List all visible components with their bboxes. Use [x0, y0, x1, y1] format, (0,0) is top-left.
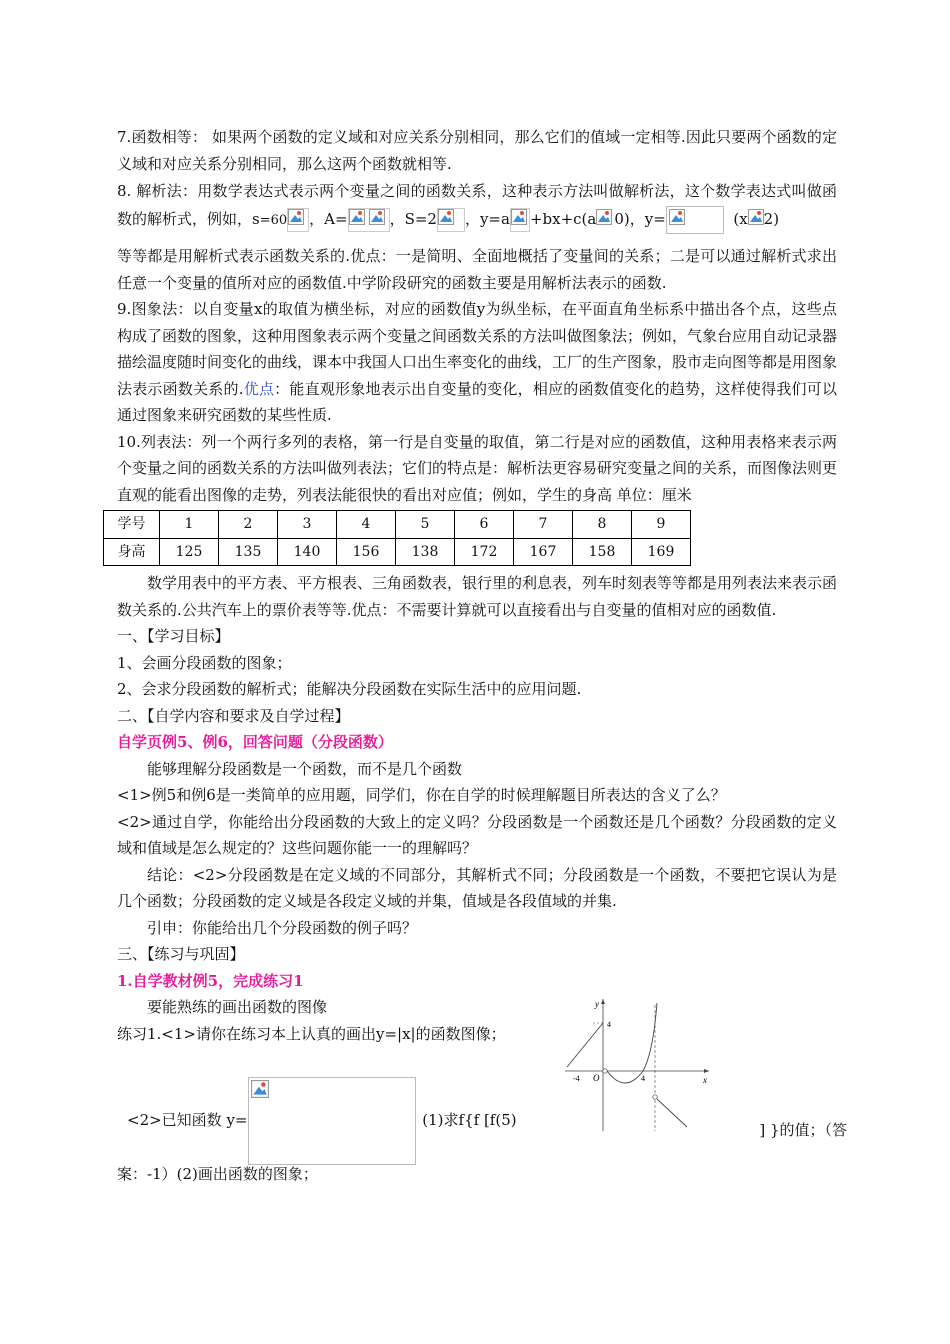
function-graph: [557, 995, 717, 1135]
formula-image-icon: [510, 208, 530, 232]
table-cell: 9: [632, 511, 691, 539]
table-row: [104, 511, 691, 539]
table-cell: 172: [455, 538, 514, 566]
extension: 引申：你能给出几个分段函数的例子吗？: [147, 918, 418, 937]
p8-sep2: ，y=a: [464, 210, 510, 228]
table-cell: 4: [337, 511, 396, 539]
graph-tick-x4: 4: [641, 1073, 645, 1083]
graph-right-segment: [657, 1099, 687, 1127]
paragraph-10: 10.列表法：列一个两行多列的表格，第一行是自变量的取值，第二行是对应的函数值，这种用表格来表示两个变量之间的函数关系的方法叫做列表法；它们的特点是：解析法更容易研究变量之间的关系，而图像法则更直观的能看出图像的走势，列表法能很快的看出对应值；例如，学生的身高 单位：厘米: [117, 432, 838, 504]
paragraph-8: [117, 177, 837, 235]
formula-image-icon: [437, 208, 465, 232]
section-heading-1: 一、【学习目标】: [117, 627, 230, 645]
p8-s-eq: =60: [259, 213, 288, 228]
graph-tick-xn4: -4: [573, 1073, 580, 1083]
table-cell: 身高: [104, 538, 160, 566]
table-cell: 2: [219, 511, 278, 539]
table-cell: 1: [160, 511, 219, 539]
formula-image-icon: [287, 208, 309, 232]
table-row: [104, 538, 691, 566]
table-cell: 8: [573, 511, 632, 539]
table-cell: 167: [514, 538, 573, 566]
height-table: [103, 510, 691, 566]
formula-image-icon: [348, 208, 390, 232]
p8-s-label: s: [252, 210, 260, 228]
draw-requirement: 要能熟练的画出函数的图像: [147, 998, 328, 1016]
graph-tick-y4: 4: [607, 1019, 611, 1029]
p8-start: 8. 解析法：用数学表达式表示两个变量之间的函数关系，这种表示方法叫做解析法，这个数学表达式叫做函数的解析式，例如，: [117, 182, 837, 228]
table-cell: 156: [337, 538, 396, 566]
p9-main: 9.图象法：以自变量x的取值为横坐标，对应的函数值y为纵坐标，在平面直角坐标系中描出各个点，这些点构成了函数的图象，这种用图象表示两个变量之间函数关系的方法叫做图象法；例如，气象台应用自动记录器描绘温度随时间变化的曲线，课本中我国人口出生率变化的曲线，工厂的生产图象，股市走向图等都是用图象法表示函数关系的.: [117, 300, 838, 398]
paragraph-8-end: 等等都是用解析式表示函数关系的.优点：一是简明、全面地概括了变量间的关系；二是可以通过解析式求出任意一个变量的值所对应的函数值.中学阶段研究的函数主要是用解析法表示的函数.: [117, 247, 837, 292]
paragraph-7: 7.函数相等： 如果两个函数的定义域和对应关系分别相同，那么它们的值域一定相等.因此只要两个函数的定义域和对应关系分别相同，那么这两个函数就相等.: [117, 128, 837, 173]
p8-xcond-open: (x: [733, 210, 748, 228]
table-cell: 169: [632, 538, 691, 566]
table-cell: 5: [396, 511, 455, 539]
p8-a-label: ，A=: [309, 210, 348, 228]
goal-2: 2、会求分段函数的解析式；能解决分段函数在实际生活中的应用问题.: [117, 680, 582, 698]
exercise-2-mid: (1)求f{f [f(5): [422, 1110, 517, 1129]
p8-xcond-val: 2): [763, 210, 780, 228]
p9-advantage-label: 优点: [243, 379, 275, 398]
section-heading-2: 二、【自学内容和要求及自学过程】: [117, 706, 350, 725]
self-study-heading: 自学页例5、例6，回答问题（分段函数）: [117, 733, 393, 751]
goal-1: 1、会画分段函数的图象；: [117, 653, 292, 672]
table-cell: 3: [278, 511, 337, 539]
document-page: [117, 124, 847, 1187]
formula-image-icon: [748, 209, 764, 231]
piecewise-formula-box: [666, 206, 724, 234]
p8-y-label: ，y=: [629, 210, 666, 228]
graph-y-label: y: [595, 998, 599, 1009]
conclusion: 结论：<2>分段函数是在定义域的不同部分，其解析式不同；分段函数是一个函数，不要把它误认为是几个函数；分段函数的定义域是各段定义域的并集，值域是各段值域的并集.: [117, 865, 837, 910]
formula-image-icon: [596, 209, 614, 231]
exercise-heading: 1.自学教材例5，完成练习1: [117, 971, 304, 990]
piecewise-function-box: [248, 1077, 416, 1165]
table-cell: 7: [514, 511, 573, 539]
table-cell: 158: [573, 538, 632, 566]
graph-open-point-left: [603, 1068, 607, 1072]
table-cell: 6: [455, 511, 514, 539]
table-cell: 125: [160, 538, 219, 566]
p9-advantage-text: ：能直观形象地表示出自变量的变化，相应的函数值变化的趋势，这样使得我们可以通过图象来研究函数的某些性质.: [117, 379, 837, 424]
p8-bxc: +bx+c(a: [529, 210, 597, 228]
paragraph-after-table: 数学用表中的平方表、平方根表、三角函数表，银行里的利息表，列车时刻表等等都是用列表法来表示函数关系的.公共汽车上的票价表等等.优点：不需要计算就可以直接看出与自变量的值相对应的函数值.: [117, 574, 838, 619]
question-2: <2>通过自学，你能给出分段函数的大致上的定义吗？分段函数是一个函数还是几个函数？分段函数的定义域和值域是怎么规定的？这些问题你能一一的理解吗？: [117, 812, 837, 857]
understand-line: 能够理解分段函数是一个函数，而不是几个函数: [147, 759, 463, 778]
p8-sep1: ，S=2: [389, 210, 437, 228]
exercise-2-end: ] }的值；（答: [759, 1120, 847, 1139]
question-1: <1>例5和例6是一类简单的应用题，同学们，你在自学的时候理解题目所表达的含义了么？: [117, 786, 726, 804]
graph-left-segment: [567, 1023, 603, 1067]
graph-origin-label: O: [593, 1072, 600, 1083]
p8-zero: 0): [614, 210, 630, 228]
graph-x-label: x: [703, 1074, 707, 1085]
table-cell: 138: [396, 538, 455, 566]
table-cell: 135: [219, 538, 278, 566]
table-cell: 学号: [104, 511, 160, 539]
table-cell: 140: [278, 538, 337, 566]
exercise-2-answer: 案：-1）(2)画出函数的图象；: [117, 1164, 318, 1183]
graph-open-point-right: [653, 1094, 657, 1098]
exercise-2-start: <2>已知函数 y=: [127, 1110, 248, 1129]
exercise-1: 练习1.<1>请你在练习本上认真的画出y=|x|的函数图像；: [117, 1024, 506, 1043]
section-heading-3: 三、【练习与巩固】: [117, 945, 245, 963]
paragraph-9: [117, 296, 837, 429]
